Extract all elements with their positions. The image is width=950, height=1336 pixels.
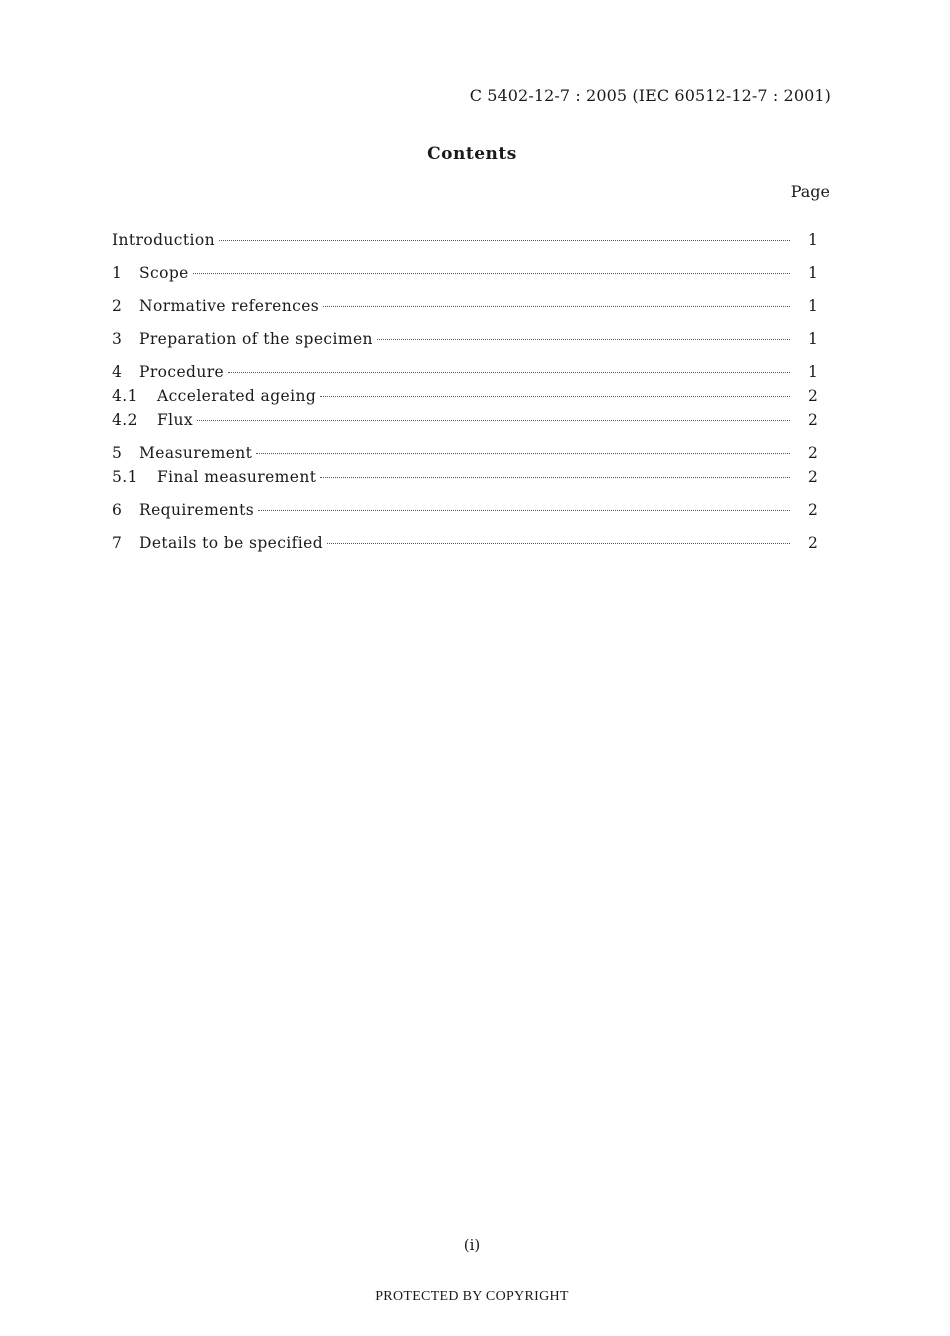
dot-leader [320,477,790,478]
toc-entry-number: 4.2 [112,411,138,429]
page-column-label: Page [790,182,830,201]
toc-entry-page: 1 [808,231,819,249]
toc-entry-page: 2 [808,411,819,429]
dot-leader [320,396,790,397]
table-of-contents [112,231,818,558]
toc-entry-page: 1 [808,297,819,315]
toc-entry-number: 5.1 [112,468,138,486]
copyright-notice: PROTECTED BY COPYRIGHT [375,1289,569,1304]
toc-entry-title: Procedure [139,363,225,381]
toc-entry-title: Normative references [139,297,320,315]
toc-entry-page: 2 [808,387,819,405]
toc-entry-title: Accelerated ageing [157,387,317,405]
toc-entry-number: 1 [112,264,123,282]
toc-entry-normative-references[interactable] [112,297,818,321]
toc-entry-title: Flux [157,411,194,429]
toc-entry-scope[interactable] [112,264,818,288]
toc-entry-title: Introduction [112,231,215,249]
toc-entry-flux[interactable] [112,411,818,435]
toc-entry-details-to-be-specified[interactable] [112,534,818,558]
toc-entry-title: Measurement [139,444,253,462]
dot-leader [377,339,790,340]
toc-entry-title: Preparation of the specimen [139,330,373,348]
toc-entry-number: 2 [112,297,123,315]
toc-entry-page: 2 [808,444,819,462]
dot-leader [228,372,790,373]
toc-entry-preparation[interactable] [112,330,818,354]
toc-entry-title: Details to be specified [139,534,324,552]
toc-entry-number: 5 [112,444,123,462]
toc-entry-number: 4.1 [112,387,138,405]
dot-leader [197,420,790,421]
toc-entry-measurement[interactable] [112,444,818,468]
page-number: (i) [463,1236,481,1254]
toc-entry-page: 2 [808,534,819,552]
toc-entry-page: 1 [808,330,819,348]
toc-entry-page: 2 [808,468,819,486]
toc-entry-number: 6 [112,501,123,519]
dot-leader [323,306,790,307]
dot-leader [193,273,790,274]
toc-entry-title: Requirements [139,501,255,519]
dot-leader [219,240,790,241]
toc-entry-accelerated-ageing[interactable] [112,387,818,411]
toc-entry-number: 4 [112,363,123,381]
dot-leader [256,453,790,454]
dot-leader [327,543,790,544]
toc-entry-title: Scope [139,264,189,282]
toc-entry-number: 3 [112,330,123,348]
toc-entry-final-measurement[interactable] [112,468,818,492]
toc-entry-requirements[interactable] [112,501,818,525]
toc-entry-title: Final measurement [157,468,317,486]
toc-entry-introduction[interactable] [112,231,818,255]
toc-entry-page: 1 [808,264,819,282]
toc-entry-procedure[interactable] [112,363,818,387]
dot-leader [258,510,790,511]
document-identifier: C 5402-12-7 : 2005 (IEC 60512-12-7 : 2001) [469,86,831,105]
toc-entry-number: 7 [112,534,123,552]
toc-entry-page: 1 [808,363,819,381]
toc-entry-page: 2 [808,501,819,519]
contents-title: Contents [427,144,517,164]
